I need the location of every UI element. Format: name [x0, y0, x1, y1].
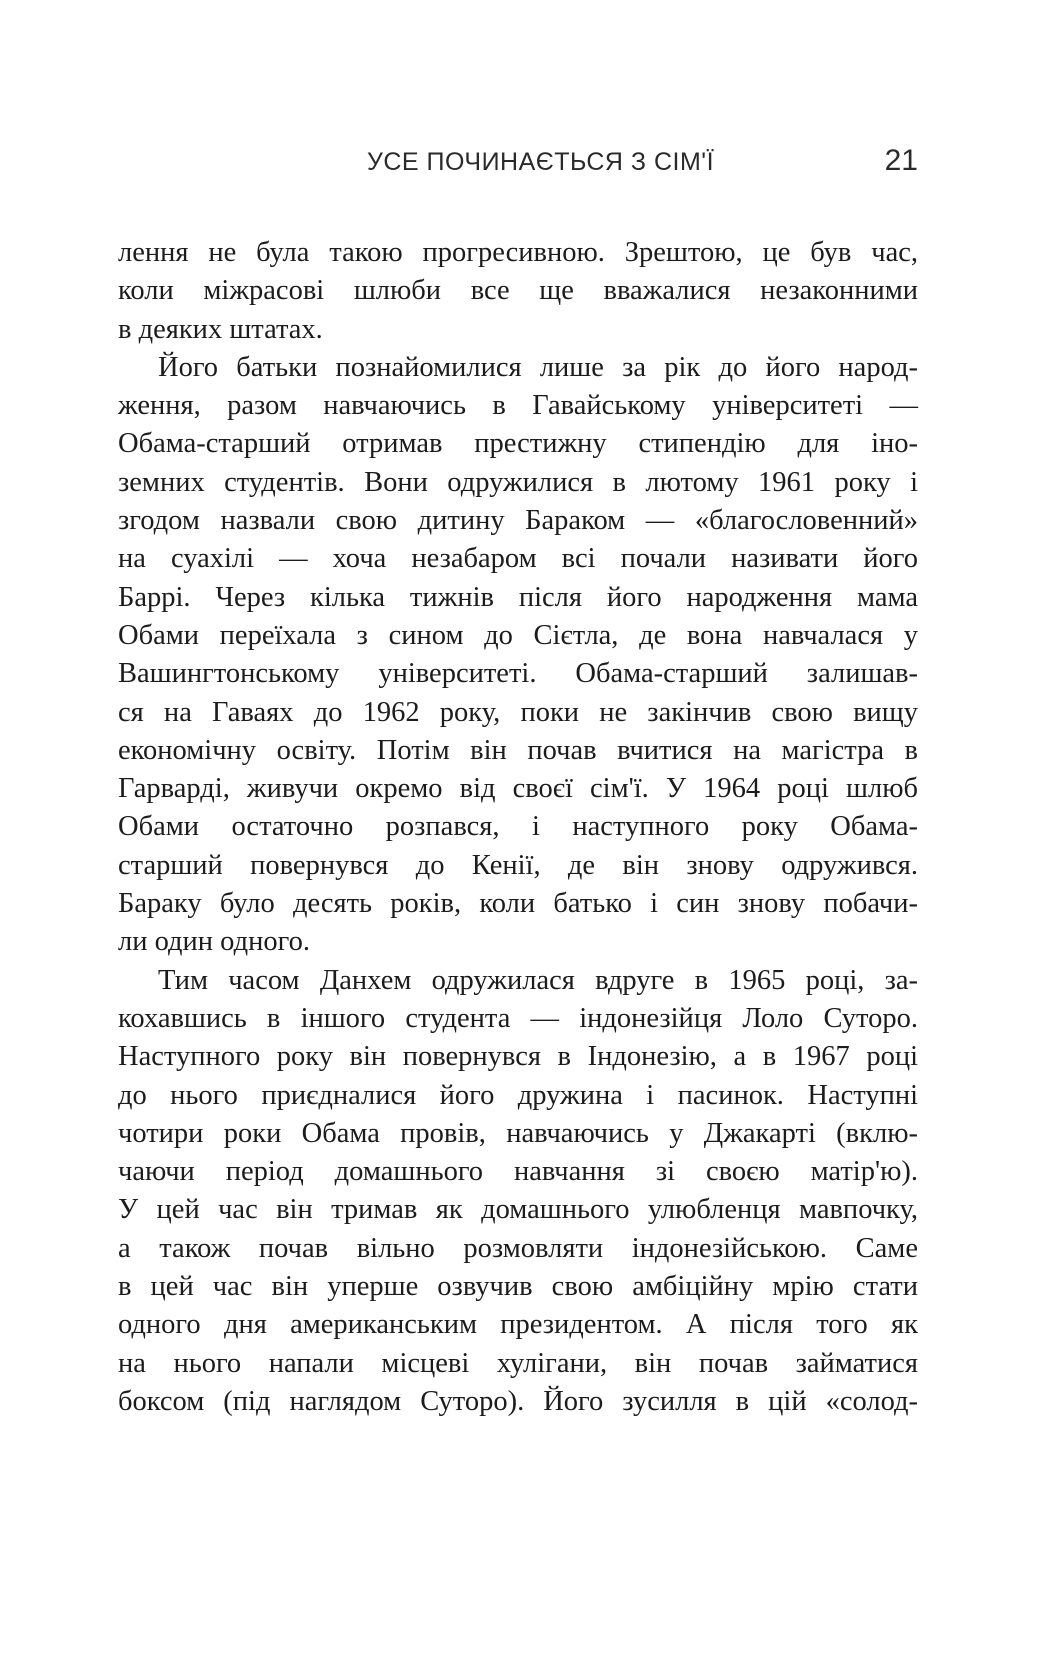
text-line: Наступного року він повернувся в Індонезію, а в 1967 році — [118, 1041, 918, 1073]
text-line: до нього приєдналися його дружина і пасинок. Наступні — [118, 1079, 918, 1111]
text-line: Баррі. Через кілька тижнів після його народження мама — [118, 581, 918, 613]
text-line: Вашингтонському університеті. Обама-старший залишав- — [118, 658, 918, 690]
text-line: Бараку було десять років, коли батько і син знову побачи- — [118, 888, 918, 920]
paragraph — [118, 234, 918, 349]
running-head — [118, 144, 918, 188]
text-line: ження, разом навчаючись в Гавайському університеті — — [118, 390, 918, 422]
text-line: Його батьки познайомилися лише за рік до його народ- — [158, 351, 918, 383]
text-line: на суахілі — хоча незабаром всі почали називати його — [118, 543, 918, 575]
running-title: УСЕ ПОЧИНАЄТЬСЯ З СІМ'Ї — [367, 148, 715, 176]
text-line: згодом назвали свою дитину Бараком — «благословенний» — [118, 505, 918, 537]
text-line: У цей час він тримав як домашнього улюбленця мавпочку, — [118, 1194, 918, 1226]
text-line: кохавшись в іншого студента — індонезійця Лоло Суторо. — [118, 1002, 918, 1034]
text-line: на нього напали місцеві хулігани, він почав займатися — [118, 1347, 918, 1379]
text-line: Тим часом Данхем одружилася вдруге в 1965 році, за- — [158, 964, 918, 996]
text-line: ся на Гаваях до 1962 року, поки не закінчив свою вищу — [118, 696, 918, 728]
paragraph — [118, 962, 918, 1422]
text-line: боксом (під наглядом Суторо). Його зусилля в цій «солод- — [118, 1385, 918, 1417]
text-line: лення не була такою прогресивною. Зрештою, це був час, — [118, 237, 918, 268]
text-line: економічну освіту. Потім він почав вчитися на магістра в — [118, 734, 918, 766]
paragraph — [118, 349, 918, 962]
text-line: коли міжрасові шлюби все ще вважалися незаконними — [118, 275, 918, 307]
text-line: Гарварді, живучи окремо від своєї сім'ї. У 1964 році шлюб — [118, 773, 918, 805]
text-line: Обама-старший отримав престижну стипендію для іно- — [118, 428, 918, 460]
text-line: Обами остаточно розпався, і наступного року Обама- — [118, 811, 918, 843]
text-line: в цей час він уперше озвучив свою амбіційну мрію стати — [118, 1271, 918, 1303]
text-line: Обами переїхала з сином до Сієтла, де вона навчалася у — [118, 619, 918, 651]
text-line: чаючи період домашнього навчання зі своєю матір'ю). — [118, 1156, 918, 1188]
page-number: 21 — [884, 144, 918, 177]
text-line: одного дня американським президентом. А після того як — [118, 1309, 918, 1341]
body-text — [118, 234, 918, 1421]
text-line: чотири роки Обама провів, навчаючись у Джакарті (вклю- — [118, 1117, 918, 1149]
text-line: в деяких штатах. — [118, 313, 323, 345]
text-line: земних студентів. Вони одружилися в лютому 1961 року і — [118, 466, 918, 498]
text-line: ли один одного. — [118, 926, 310, 958]
text-line: старший повернувся до Кенії, де він знову одружився. — [118, 849, 918, 881]
text-line: а також почав вільно розмовляти індонезійською. Саме — [118, 1232, 918, 1264]
